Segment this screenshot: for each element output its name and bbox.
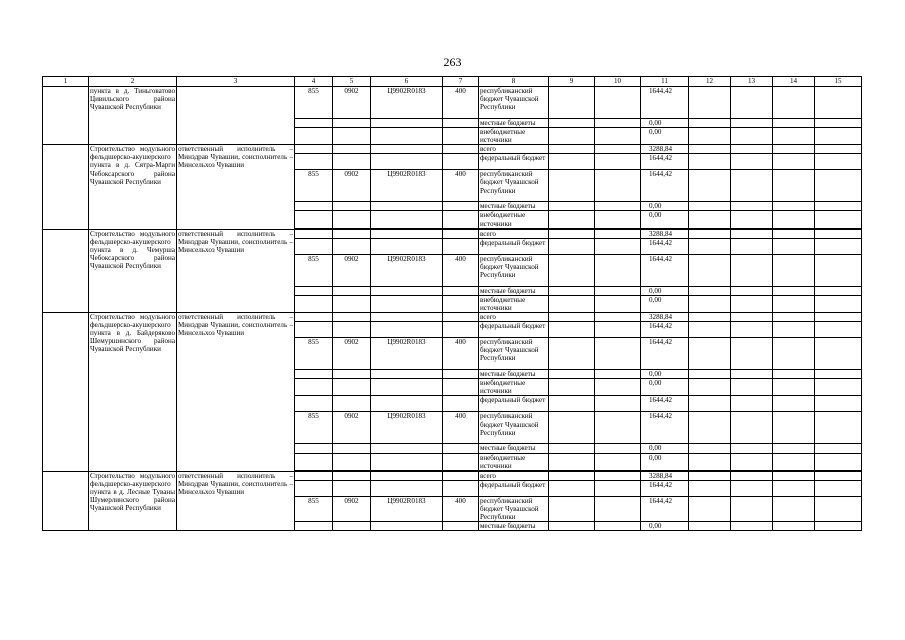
source-cell: местные бюджеты xyxy=(479,286,549,295)
executor-cell: ответственный исполнитель – Минздрав Чувашии, соисполнитель – Минсельхоз Чувашии xyxy=(177,229,295,312)
source-cell: республиканский бюджет Чувашской Республики xyxy=(479,412,549,444)
source-cell: федеральный бюджет xyxy=(479,396,549,412)
source-cell: республиканский бюджет Чувашской Республики xyxy=(479,338,549,370)
source-cell: республиканский бюджет Чувашской Республики xyxy=(479,87,549,119)
source-cell: федеральный бюджет xyxy=(479,154,549,170)
amount-cell: 0,00 xyxy=(641,444,689,453)
source-cell: республиканский бюджет Чувашской Республики xyxy=(479,170,549,202)
source-cell: федеральный бюджет xyxy=(479,238,549,254)
code-cell: 0902 xyxy=(333,87,371,119)
source-cell: местные бюджеты xyxy=(479,370,549,379)
object-name: Строительство модульного фельдшерско-акушерского пункта в д. Лесные Туваны Шумерлинского района Чувашской Республики xyxy=(89,471,177,530)
amount-cell: 1644,42 xyxy=(641,480,689,496)
executor-cell: ответственный исполнитель – Минздрав Чувашии, соисполнитель – Минсельхоз Чувашии xyxy=(177,471,295,530)
code-cell: 400 xyxy=(443,338,479,370)
source-cell: внебюджетные источники xyxy=(479,211,549,228)
executor-cell: ответственный исполнитель – Минздрав Чувашии, соисполнитель – Минсельхоз Чувашии xyxy=(177,145,295,229)
code-cell: 0902 xyxy=(333,496,371,521)
column-number: 9 xyxy=(549,77,595,87)
code-cell: 855 xyxy=(295,338,333,370)
code-cell: 855 xyxy=(295,170,333,202)
amount-cell: 0,00 xyxy=(641,453,689,470)
code-cell: 400 xyxy=(443,254,479,286)
code-cell: 400 xyxy=(443,170,479,202)
amount-cell: 1644,42 xyxy=(641,338,689,370)
source-cell: республиканский бюджет Чувашской Республики xyxy=(479,254,549,286)
amount-cell: 1644,42 xyxy=(641,412,689,444)
source-cell: всего xyxy=(479,229,549,238)
column-number: 12 xyxy=(689,77,731,87)
amount-cell: 1644,42 xyxy=(641,396,689,412)
amount-cell: 3288,84 xyxy=(641,229,689,238)
object-name: Строительство модульного фельдшерско-акушерского пункта в д. Чемурша Чебоксарского района Чувашской Республики xyxy=(89,229,177,312)
object-name: Строительство модульного фельдшерско-акушерского пункта в д. Байдеряково Шемуршинского района Чувашской Республики xyxy=(89,313,177,472)
amount-cell: 0,00 xyxy=(641,379,689,396)
amount-cell: 0,00 xyxy=(641,211,689,228)
source-cell: внебюджетные источники xyxy=(479,379,549,396)
amount-cell: 1644,42 xyxy=(641,496,689,521)
code-cell: Ц9902R0183 xyxy=(371,412,443,444)
amount-cell: 1644,42 xyxy=(641,87,689,119)
amount-cell: 0,00 xyxy=(641,128,689,145)
column-number: 13 xyxy=(731,77,773,87)
column-number: 3 xyxy=(177,77,295,87)
code-cell: Ц9902R0183 xyxy=(371,170,443,202)
code-cell: 855 xyxy=(295,412,333,444)
executor-cell: ответственный исполнитель – Минздрав Чувашии, соисполнитель – Минсельхоз Чувашии xyxy=(177,313,295,472)
source-cell: местные бюджеты xyxy=(479,522,549,531)
source-cell: внебюджетные источники xyxy=(479,295,549,312)
column-number: 1 xyxy=(43,77,89,87)
table-row xyxy=(43,313,862,322)
table-row xyxy=(43,87,862,119)
source-cell: местные бюджеты xyxy=(479,202,549,211)
code-cell: Ц9902R0183 xyxy=(371,254,443,286)
code-cell: Ц9902R0183 xyxy=(371,338,443,370)
column-number: 4 xyxy=(295,77,333,87)
column-number: 15 xyxy=(815,77,862,87)
amount-cell: 0,00 xyxy=(641,370,689,379)
code-cell: 0902 xyxy=(333,254,371,286)
page-number: 263 xyxy=(443,55,462,69)
code-cell: 400 xyxy=(443,496,479,521)
code-cell: 855 xyxy=(295,254,333,286)
source-cell: внебюджетные источники xyxy=(479,128,549,145)
source-cell: местные бюджеты xyxy=(479,444,549,453)
code-cell: Ц9902R0183 xyxy=(371,496,443,521)
amount-cell: 1644,42 xyxy=(641,238,689,254)
amount-cell: 3288,84 xyxy=(641,471,689,480)
amount-cell: 0,00 xyxy=(641,119,689,128)
column-number: 14 xyxy=(773,77,815,87)
code-cell: Ц9902R0183 xyxy=(371,87,443,119)
table-row xyxy=(43,471,862,480)
source-cell: республиканский бюджет Чувашской Республики xyxy=(479,496,549,521)
amount-cell: 0,00 xyxy=(641,202,689,211)
column-number: 8 xyxy=(479,77,549,87)
column-number: 7 xyxy=(443,77,479,87)
code-cell: 0902 xyxy=(333,170,371,202)
table-row xyxy=(43,229,862,238)
budget-table xyxy=(42,76,862,531)
column-number-row xyxy=(43,77,862,87)
code-cell: 400 xyxy=(443,87,479,119)
object-name: пункта в д. Тиньговатово Цивильского района Чувашской Республики xyxy=(89,87,177,145)
source-cell: всего xyxy=(479,471,549,480)
code-cell: 0902 xyxy=(333,412,371,444)
column-number: 5 xyxy=(333,77,371,87)
amount-cell: 0,00 xyxy=(641,286,689,295)
code-cell: 855 xyxy=(295,87,333,119)
source-cell: федеральный бюджет xyxy=(479,322,549,338)
object-name: Строительство модульного фельдшерско-акушерского пункта в д. Сятра-Марги Чебоксарского района Чувашской Республики xyxy=(89,145,177,229)
amount-cell: 0,00 xyxy=(641,522,689,531)
amount-cell: 0,00 xyxy=(641,295,689,312)
amount-cell: 1644,42 xyxy=(641,322,689,338)
source-cell: всего xyxy=(479,145,549,154)
source-cell: всего xyxy=(479,313,549,322)
code-cell: 400 xyxy=(443,412,479,444)
amount-cell: 1644,42 xyxy=(641,154,689,170)
column-number: 6 xyxy=(371,77,443,87)
column-number: 10 xyxy=(595,77,641,87)
amount-cell: 3288,84 xyxy=(641,145,689,154)
amount-cell: 1644,42 xyxy=(641,170,689,202)
table-row xyxy=(43,145,862,154)
source-cell: местные бюджеты xyxy=(479,119,549,128)
amount-cell: 1644,42 xyxy=(641,254,689,286)
amount-cell: 3288,84 xyxy=(641,313,689,322)
source-cell: внебюджетные источники xyxy=(479,453,549,470)
column-number: 11 xyxy=(641,77,689,87)
code-cell: 855 xyxy=(295,496,333,521)
code-cell: 0902 xyxy=(333,338,371,370)
source-cell: федеральный бюджет xyxy=(479,480,549,496)
column-number: 2 xyxy=(89,77,177,87)
